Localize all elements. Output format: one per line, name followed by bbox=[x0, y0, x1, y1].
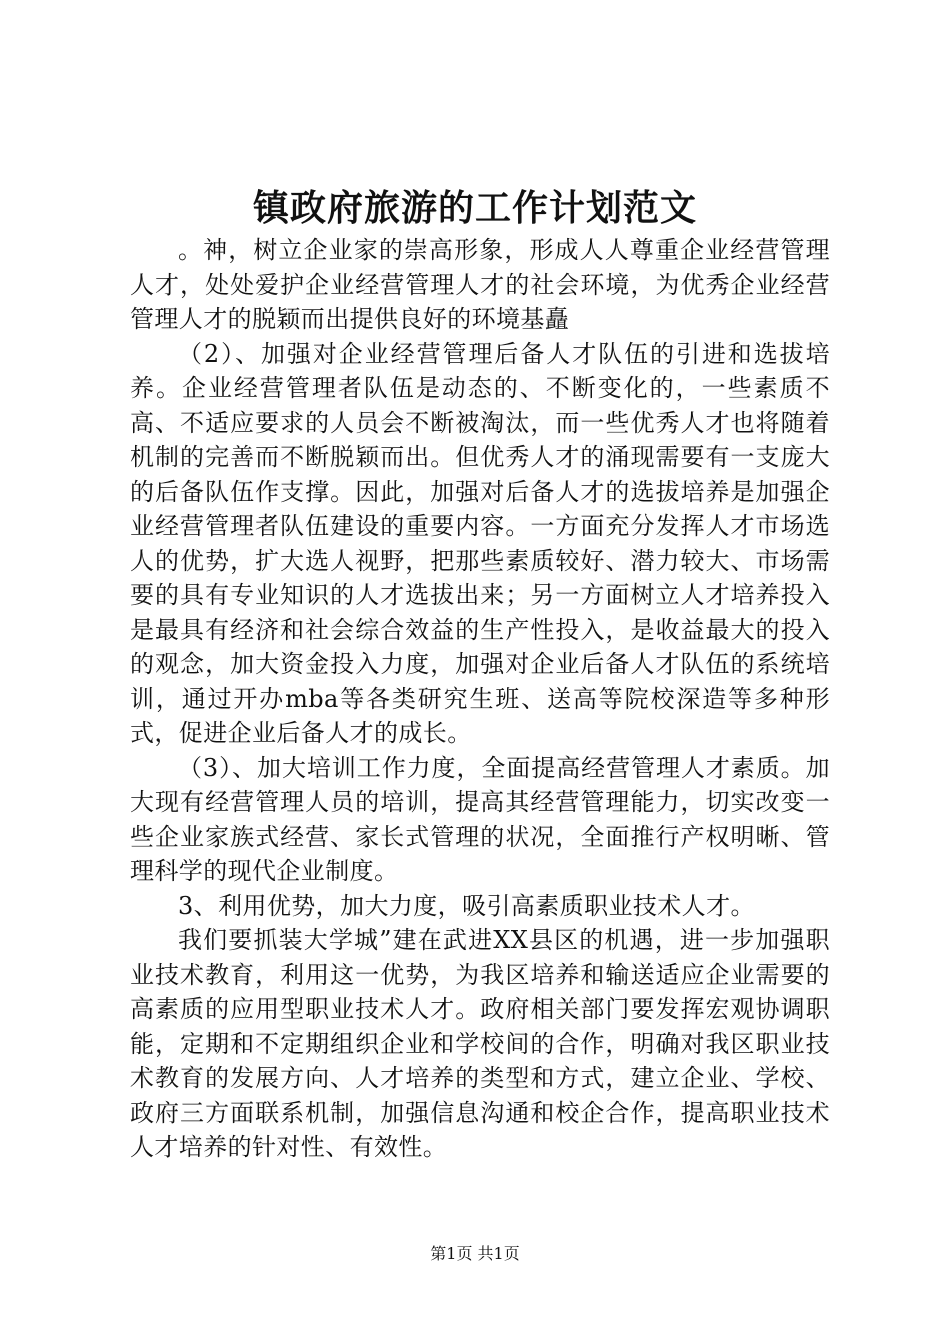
paragraph-1: 。神，树立企业家的崇高形象，形成人人尊重企业经营管理人才，处处爱护企业经营管理人才的社会环境，为优秀企业经营管理人才的脱颖而出提供良好的环境基矗 bbox=[130, 236, 830, 333]
document-body bbox=[130, 233, 830, 1165]
document-title: 镇政府旅游的工作计划范文 bbox=[252, 187, 697, 229]
paragraph-3: （3）、加大培训工作力度，全面提高经营管理人才素质。加大现有经营管理人员的培训，提高其经营管理能力，切实改变一些企业家族式经营、家长式管理的状况，全面推行产权明晰、管理科学的现代企业制度。 bbox=[130, 753, 830, 885]
paragraph-2: （2）、加强对企业经营管理后备人才队伍的引进和选拔培养。企业经营管理者队伍是动态的、不断变化的，一些素质不高、不适应要求的人员会不断被淘汰，而一些优秀人才也将随着机制的完善而不断脱颖而出。但优秀人才的涌现需要有一支庞大的后备队伍作支撑。因此，加强对后备人才的选拔培养是加强企业经营管理者队伍建设的重要内容。一方面充分发挥人才市场选人的优势，扩大选人视野，把那些素质较好、潜力较大、市场需要的具有专业知识的人才选拔出来；另一方面树立人才培养投入是最具有经济和社会综合效益的生产性投入，是收益最大的投入的观念，加大资金投入力度，加强对企业后备人才队伍的系统培训，通过开办mba等各类研究生班、送高等院校深造等多种形式，促进企业后备人才的成长。 bbox=[130, 339, 830, 747]
paragraph-4: 3、利用优势，加大力度，吸引高素质职业技术人才。 bbox=[178, 891, 755, 920]
paragraph-5: 我们要抓装大学城”建在武进XX县区的机遇，进一步加强职业技术教育，利用这一优势，为我区培养和输送适应企业需要的高素质的应用型职业技术人才。政府相关部门要发挥宏观协调职能，定期和不定期组织企业和学校间的合作，明确对我区职业技术教育的发展方向、人才培养的类型和方式，建立企业、学校、政府三方面联系机制，加强信息沟通和校企合作，提高职业技术人才培养的针对性、有效性。 bbox=[130, 926, 830, 1161]
page-footer: 第1页 共1页 bbox=[430, 1244, 520, 1263]
